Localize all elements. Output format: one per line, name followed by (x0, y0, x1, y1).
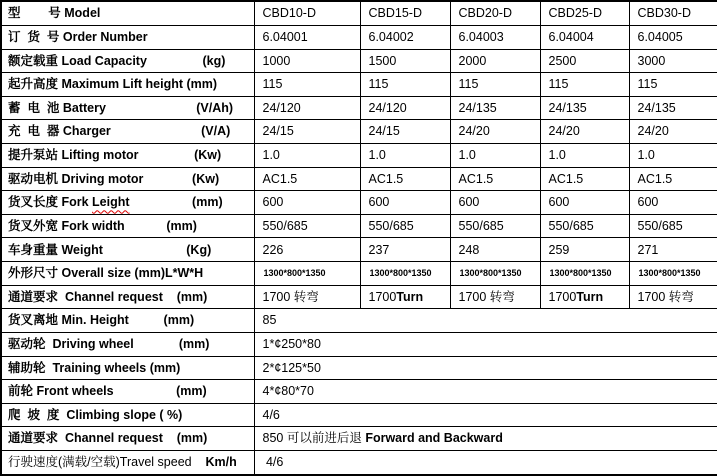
value-cell: 550/685 (450, 214, 540, 238)
value-cell: 550/685 (360, 214, 450, 238)
table-row (1, 380, 717, 404)
table-row (1, 120, 717, 144)
value-cell: 1.0 (629, 144, 717, 168)
value-cell: 1700 转弯 (629, 285, 717, 309)
row-label-cell (1, 238, 254, 262)
value-text: 1700 (548, 289, 577, 304)
value-cell: 600 (360, 191, 450, 215)
value-cell: 6.04004 (540, 25, 629, 49)
row-label-cell (1, 167, 254, 191)
value-cell: 1300*800*1350 (360, 262, 450, 286)
value-cell: 6.04001 (254, 25, 360, 49)
row-label-cell (1, 25, 254, 49)
value-cell: 3000 (629, 49, 717, 73)
value-cell: AC1.5 (629, 167, 717, 191)
table-row (1, 450, 717, 475)
value-cell: 24/20 (629, 120, 717, 144)
row-label-text: 车身重量 Weight (Kg) (8, 242, 212, 257)
table-row (1, 332, 717, 356)
value-cell: 24/15 (360, 120, 450, 144)
value-cell: 2500 (540, 49, 629, 73)
value-cell: 600 (254, 191, 360, 215)
value-cell: 24/15 (254, 120, 360, 144)
value-cell: 2000 (450, 49, 540, 73)
row-label-text: 额定载重 Load Capacity (kg) (8, 53, 226, 68)
model-header-cell: CBD30-D (629, 1, 717, 25)
value-cell: 600 (450, 191, 540, 215)
row-label-text: 通道要求 Channel request (mm) (8, 289, 208, 304)
merged-value-cell (254, 309, 717, 333)
table-row (1, 285, 717, 309)
row-label-text: 充 电 器 Charger (V/A) (8, 124, 231, 139)
value-cell: 1.0 (360, 144, 450, 168)
row-label-text: 驱动轮 Driving wheel (mm) (8, 336, 210, 351)
row-label-cell (1, 403, 254, 427)
row-label-text: 爬 坡 度 Climbing slope ( %) (8, 407, 183, 422)
row-label-cell (1, 49, 254, 73)
value-cell: 6.04002 (360, 25, 450, 49)
table-row (1, 25, 717, 49)
merged-value-cell (254, 332, 717, 356)
value-cell: 600 (540, 191, 629, 215)
value-cell: AC1.5 (540, 167, 629, 191)
merged-value-cell (254, 450, 717, 475)
row-label-cell (1, 120, 254, 144)
row-label-cell (1, 1, 254, 25)
value-cell: 6.04005 (629, 25, 717, 49)
value-cell: 248 (450, 238, 540, 262)
value-cell: 600 (629, 191, 717, 215)
value-cell: 1300*800*1350 (629, 262, 717, 286)
merged-value-cell (254, 403, 717, 427)
row-label-cell (1, 427, 254, 451)
value-cell: 1.0 (450, 144, 540, 168)
value-text: 1*¢250*80 (262, 336, 321, 351)
value-text: 4/6 (262, 455, 284, 470)
value-cell: 237 (360, 238, 450, 262)
table-row (1, 191, 717, 215)
table-row (1, 238, 717, 262)
row-label-text: 提升泵站 Lifting motor (Kw) (8, 148, 222, 163)
row-label-text: 通道要求 Channel request (mm) (8, 431, 208, 446)
row-label-text: 型 号 Model (8, 6, 101, 21)
value-cell: 1.0 (540, 144, 629, 168)
value-text: 85 (262, 313, 277, 328)
value-cell: 226 (254, 238, 360, 262)
row-label-cell (1, 356, 254, 380)
value-text: 4/6 (262, 407, 280, 422)
value-cell: 24/20 (450, 120, 540, 144)
table-row (1, 144, 717, 168)
model-header-cell: CBD25-D (540, 1, 629, 25)
value-cell: 24/135 (629, 96, 717, 120)
value-text: Turn (396, 289, 424, 304)
value-cell: 6.04003 (450, 25, 540, 49)
row-label-text: 前轮 Front wheels (mm) (8, 384, 207, 399)
row-label-text: 起升高度 Maximum Lift height (mm) (8, 77, 218, 92)
value-cell: AC1.5 (450, 167, 540, 191)
merged-value-cell (254, 380, 717, 404)
table-row (1, 262, 717, 286)
row-label-text: Leight (92, 195, 130, 210)
value-cell: 1500 (360, 49, 450, 73)
row-label-text: 外形尺寸 Overall size (mm)L*W*H (8, 266, 204, 281)
value-cell: 259 (540, 238, 629, 262)
value-cell: 1.0 (254, 144, 360, 168)
table-row (1, 427, 717, 451)
value-cell: 1300*800*1350 (450, 262, 540, 286)
table-row (1, 49, 717, 73)
value-cell (360, 285, 450, 309)
row-label-text: 行驶速度(满载/空载)Travel speed (8, 455, 192, 470)
value-cell: 550/685 (254, 214, 360, 238)
value-cell: 115 (360, 73, 450, 97)
row-label-cell (1, 332, 254, 356)
value-cell: 1300*800*1350 (540, 262, 629, 286)
row-label-text: (mm) (129, 195, 223, 210)
value-cell: 115 (450, 73, 540, 97)
row-label-cell (1, 309, 254, 333)
table-row (1, 73, 717, 97)
table-row (1, 167, 717, 191)
value-text: 4*¢80*70 (262, 384, 314, 399)
table-row (1, 309, 717, 333)
row-label-cell (1, 73, 254, 97)
value-cell: 1700 转弯 (450, 285, 540, 309)
value-cell (540, 285, 629, 309)
row-label-text: 驱动电机 Driving motor (Kw) (8, 171, 220, 186)
row-label-cell (1, 285, 254, 309)
value-cell: 1700 转弯 (254, 285, 360, 309)
merged-value-cell (254, 356, 717, 380)
row-label-cell (1, 262, 254, 286)
row-label-cell (1, 191, 254, 215)
row-label-cell (1, 144, 254, 168)
value-text: 1700 (368, 289, 397, 304)
model-header-cell: CBD10-D (254, 1, 360, 25)
value-cell: 1300*800*1350 (254, 262, 360, 286)
table-row (1, 96, 717, 120)
table-row (1, 1, 717, 25)
value-cell: 115 (254, 73, 360, 97)
table-row (1, 214, 717, 238)
model-header-cell: CBD15-D (360, 1, 450, 25)
value-cell: 115 (540, 73, 629, 97)
value-cell: 550/685 (540, 214, 629, 238)
row-label-text: Km/h (191, 455, 237, 470)
value-cell: 271 (629, 238, 717, 262)
table-row (1, 403, 717, 427)
value-cell: 1000 (254, 49, 360, 73)
row-label-text: 辅助轮 Training wheels (mm) (8, 360, 181, 375)
row-label-text: 蓄 电 池 Battery (V/Ah) (8, 100, 234, 115)
value-cell: 115 (629, 73, 717, 97)
row-label-cell (1, 214, 254, 238)
value-text: 850 可以前进后退 (262, 431, 366, 446)
merged-value-cell (254, 427, 717, 451)
row-label-cell (1, 450, 254, 475)
value-cell: 24/120 (254, 96, 360, 120)
value-text: Turn (576, 289, 604, 304)
row-label-cell (1, 96, 254, 120)
value-cell: 550/685 (629, 214, 717, 238)
model-header-cell: CBD20-D (450, 1, 540, 25)
value-cell: AC1.5 (254, 167, 360, 191)
row-label-cell (1, 380, 254, 404)
value-cell: 24/135 (450, 96, 540, 120)
row-label-text: 货叉离地 Min. Height (mm) (8, 313, 195, 328)
value-text: 2*¢125*50 (262, 360, 321, 375)
value-text: Forward and Backward (365, 431, 503, 446)
value-cell: 24/20 (540, 120, 629, 144)
value-cell: 24/120 (360, 96, 450, 120)
table-row (1, 356, 717, 380)
row-label-text: 订 货 号 Order Number (8, 30, 148, 45)
row-label-text: 货叉外宽 Fork width (mm) (8, 218, 197, 233)
value-cell: 24/135 (540, 96, 629, 120)
row-label-text: 货叉长度 Fork (8, 195, 93, 210)
value-cell: AC1.5 (360, 167, 450, 191)
